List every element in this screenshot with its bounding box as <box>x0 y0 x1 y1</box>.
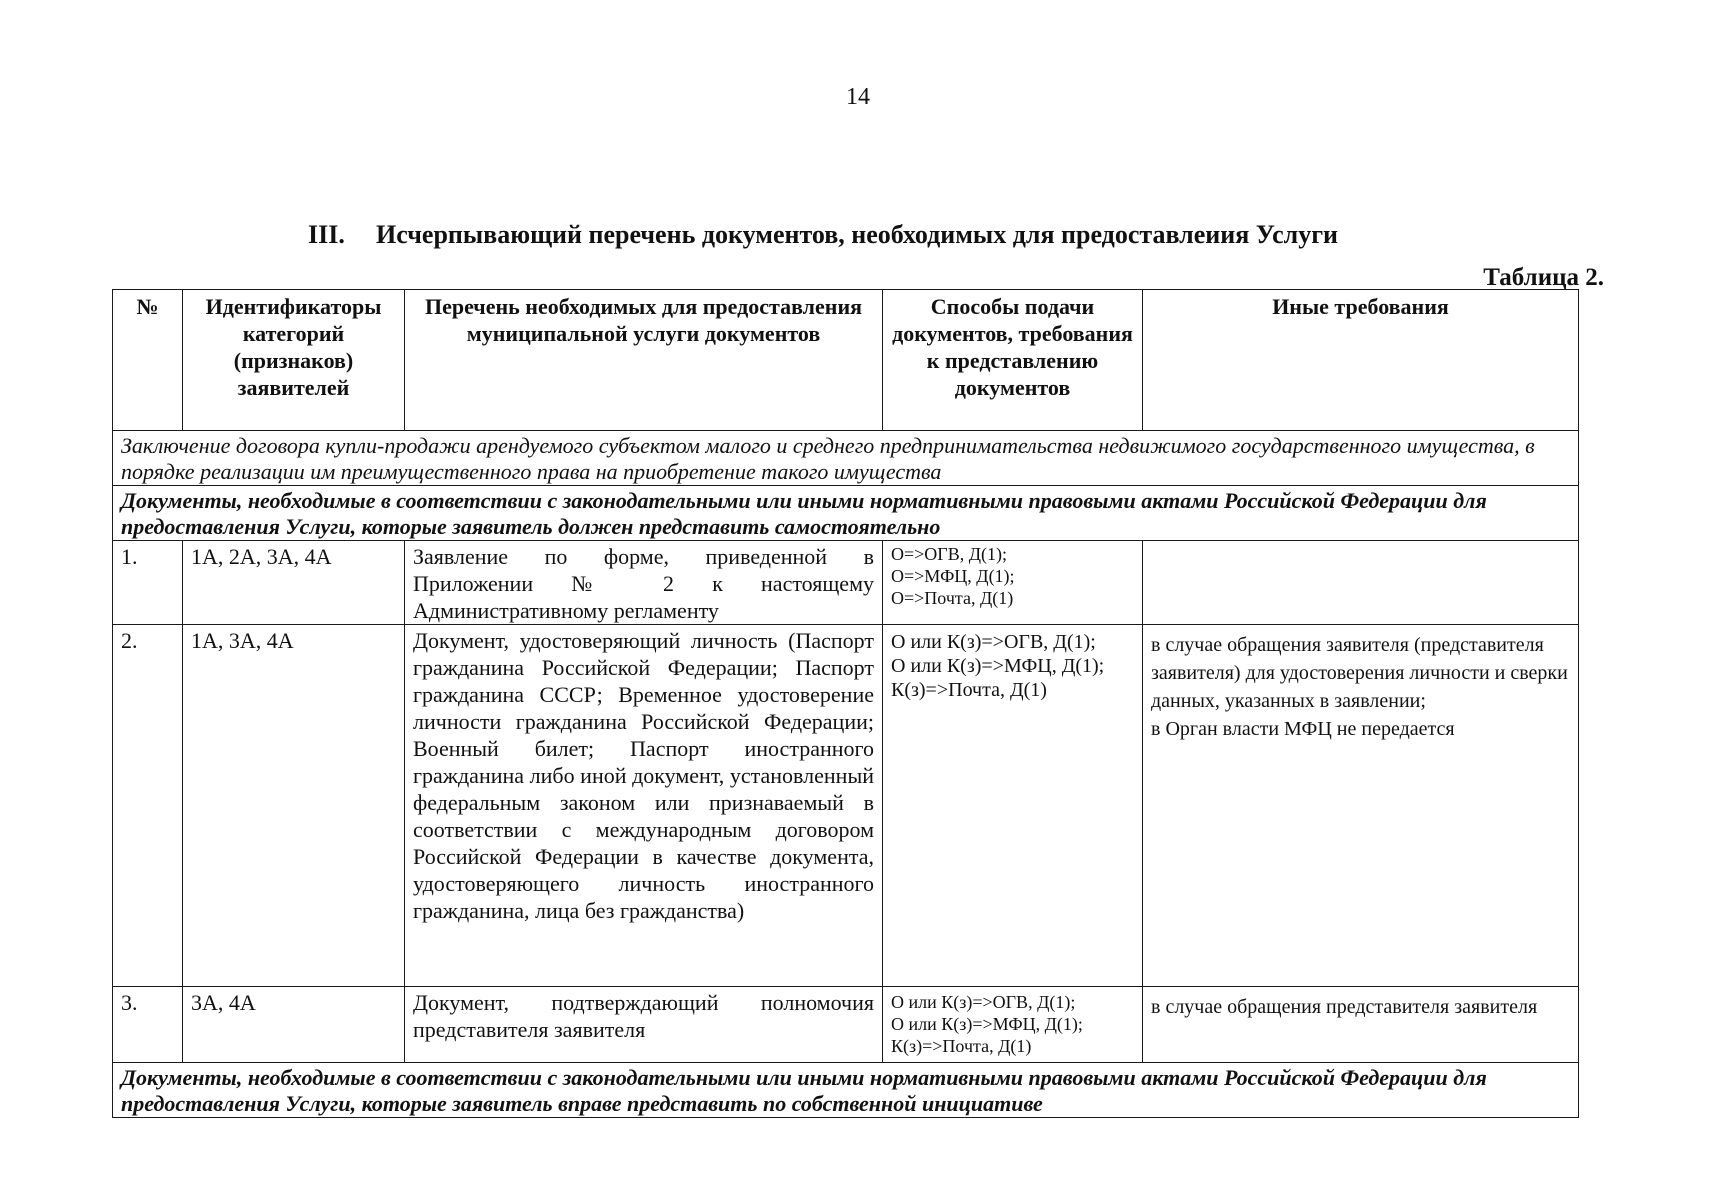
service-description: Заключение договора купли-продажи арендуемого субъектом малого и среднего предпринимательства недвижимого государственного имущества, в порядке реализации им преимущественного права на приобретение такого имущества <box>113 431 1579 486</box>
page-number: 14 <box>846 84 870 110</box>
table-label: Таблица 2. <box>1483 264 1604 291</box>
group-mandatory-title: Документы, необходимые в соответствии с законодательными или иными нормативными правовыми актами Российской Федерации для предоставления Услуги, которые заявитель должен представить самостоятельно <box>113 486 1579 541</box>
table-row <box>113 541 1579 625</box>
row-methods <box>883 541 1143 625</box>
method-line: О или К(з)=>ОГВ, Д(1); <box>891 992 1076 1012</box>
row-methods <box>883 625 1143 987</box>
row-num: 1. <box>113 541 183 625</box>
header-documents: Перечень необходимых для предоставления муниципальной услуги документов <box>405 290 883 431</box>
group-row-optional <box>113 1063 1579 1118</box>
row-other <box>1143 541 1579 625</box>
method-line: О=>Почта, Д(1) <box>891 588 1014 608</box>
section-title-text: Исчерпывающий перечень документов, необходимых для предоставлеиия Услуги <box>376 220 1338 249</box>
header-row <box>113 290 1579 431</box>
section-numeral: III. <box>308 220 345 249</box>
method-line: О=>ОГВ, Д(1); <box>891 544 1007 564</box>
row-document: Документ, удостоверяющий личность (Паспорт гражданина Российской Федерации; Паспорт гражданина СССР; Временное удостоверение личности гражданина Российской Федерации; Военный билет; Паспорт иностранного гражданина либо иной документ, установленный федеральным законом или признаваемый в соответствии с международным договором Российской Федерации в качестве документа, удостоверяющего личность иностранного гражданина, лица без гражданства) <box>405 625 883 987</box>
section-title <box>308 220 1338 250</box>
method-line: К(з)=>Почта, Д(1) <box>891 679 1047 701</box>
header-methods: Способы подачи документов, требования к представлению документов <box>883 290 1143 431</box>
service-row <box>113 431 1579 486</box>
method-line: О или К(з)=>ОГВ, Д(1); <box>891 631 1096 653</box>
method-line: О=>МФЦ, Д(1); <box>891 566 1015 586</box>
header-num: № <box>113 290 183 431</box>
group-row-mandatory <box>113 486 1579 541</box>
row-num: 3. <box>113 987 183 1063</box>
header-other: Иные требования <box>1143 290 1579 431</box>
row-document: Заявление по форме, приведенной в Приложении № 2 к настоящему Административному регламенту <box>405 541 883 625</box>
method-line: О или К(з)=>МФЦ, Д(1); <box>891 1014 1083 1034</box>
row-ids: 3А, 4А <box>183 987 405 1063</box>
row-document: Документ, подтверждающий полномочия представителя заявителя <box>405 987 883 1063</box>
other-line: в Орган власти МФЦ не передается <box>1151 718 1455 740</box>
row-methods <box>883 987 1143 1063</box>
row-other <box>1143 625 1579 987</box>
row-other: в случае обращения представителя заявителя <box>1143 987 1579 1063</box>
row-num: 2. <box>113 625 183 987</box>
row-ids: 1А, 2А, 3А, 4А <box>183 541 405 625</box>
documents-table <box>112 289 1579 1118</box>
row-ids: 1А, 3А, 4А <box>183 625 405 987</box>
other-line: в случае обращения заявителя (представителя заявителя) для удостоверения личности и сверки данных, указанных в заявлении; <box>1151 634 1568 712</box>
method-line: К(з)=>Почта, Д(1) <box>891 1036 1032 1056</box>
group-optional-title: Документы, необходимые в соответствии с законодательными или иными нормативными правовыми актами Российской Федерации для предоставления Услуги, которые заявитель вправе представить по собственной инициативе <box>113 1063 1579 1118</box>
header-identifiers: Идентификаторы категорий (признаков) заявителей <box>183 290 405 431</box>
table-row <box>113 987 1579 1063</box>
table-row <box>113 625 1579 987</box>
method-line: О или К(з)=>МФЦ, Д(1); <box>891 655 1105 677</box>
